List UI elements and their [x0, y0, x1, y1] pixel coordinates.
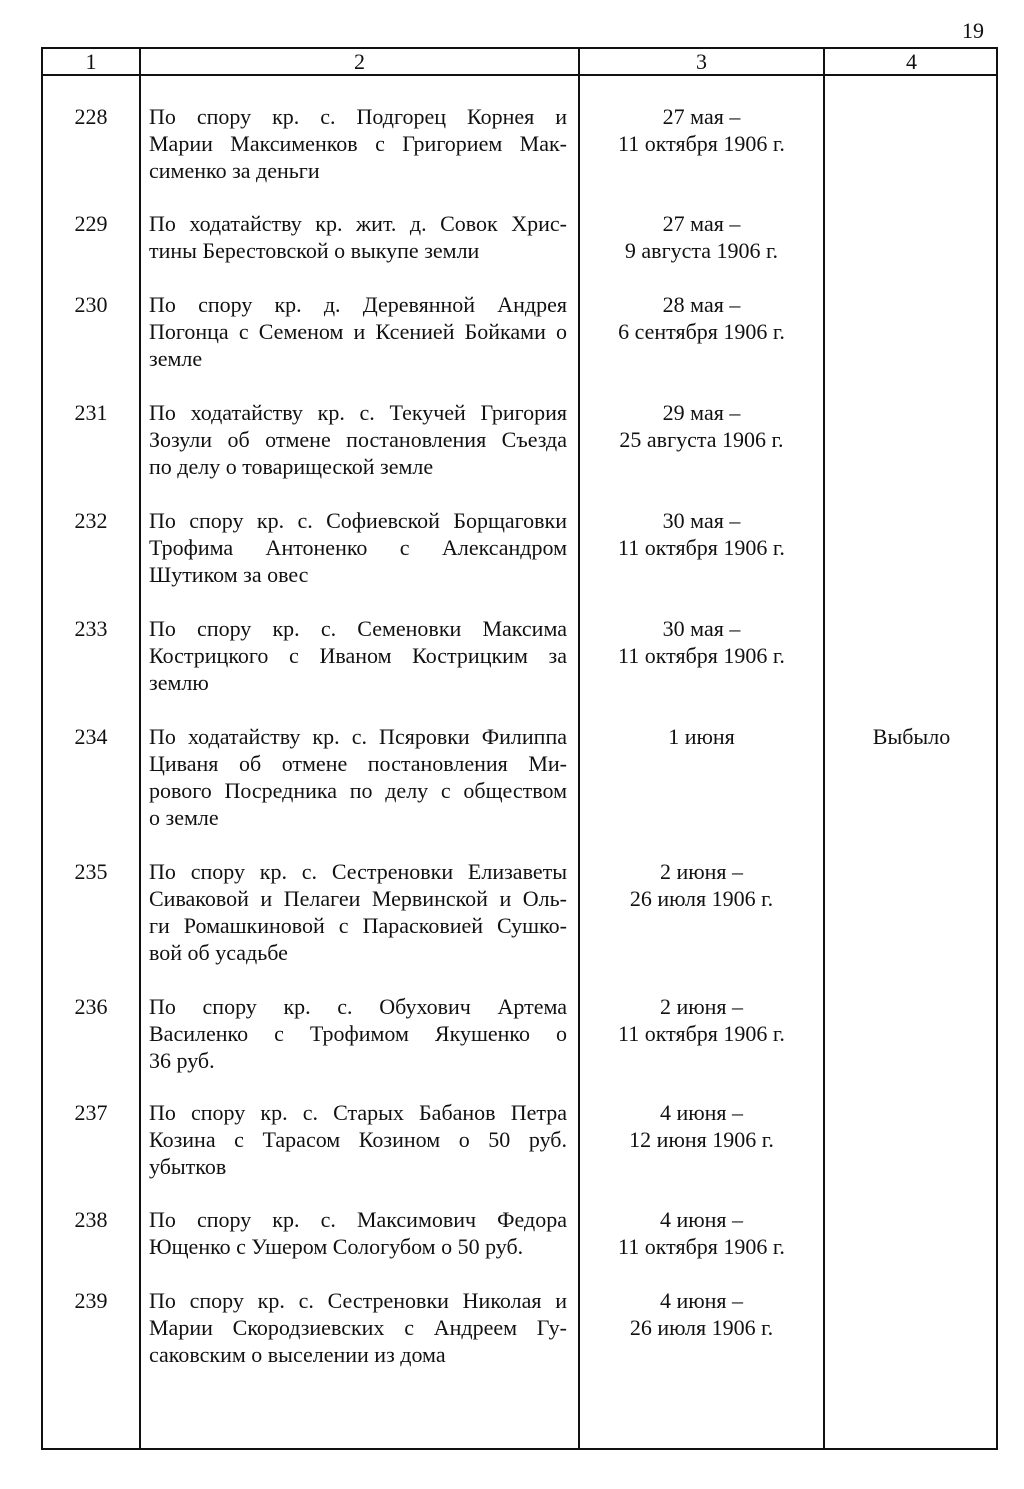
description-line: о земле	[149, 805, 219, 830]
description-line: 36 руб.	[149, 1048, 215, 1073]
date-line: 27 мая –	[662, 104, 741, 129]
entry-description	[149, 723, 567, 831]
description-line: По спору кр. с. Софиевской Борщаговки	[149, 508, 567, 533]
description-line: сименко за деньги	[149, 158, 320, 183]
entry-number: 231	[74, 400, 108, 425]
description-line: Шутиком за овес	[149, 562, 309, 587]
description-line: По ходатайству кр. с. Текучей Григория	[149, 400, 567, 425]
entry-dates	[580, 858, 823, 912]
date-line: 30 мая –	[662, 508, 741, 533]
entry-dates	[580, 1099, 823, 1153]
entry-number: 235	[74, 859, 108, 884]
entry-note: Выбыло	[872, 724, 951, 749]
entry-number: 230	[74, 292, 108, 317]
description-line: Сиваковой и Пелагеи Мервинской и Оль-	[149, 886, 567, 911]
description-line: Погонца с Семеном и Ксенией Бойками о	[149, 319, 567, 344]
description-line: Циваня об отмене постановления Ми-	[149, 751, 567, 776]
entry-description	[149, 291, 567, 372]
description-line: рового Посредника по делу с обществом	[149, 778, 567, 803]
entry-description	[149, 399, 567, 480]
date-line: 11 октября 1906 г.	[618, 643, 785, 668]
description-line: Кострицкого с Иваном Кострицким за	[149, 643, 567, 668]
entry-number: 233	[74, 616, 108, 641]
column-header-2: 2	[354, 49, 365, 74]
description-line: Козина с Тарасом Козином о 50 руб.	[149, 1127, 567, 1152]
entry-description	[149, 1287, 567, 1368]
description-line: вой об усадьбе	[149, 940, 288, 965]
date-line: 6 сентября 1906 г.	[618, 319, 785, 344]
column-header-4: 4	[906, 49, 917, 74]
date-line: 11 октября 1906 г.	[618, 1021, 785, 1046]
date-line: 26 июля 1906 г.	[629, 886, 774, 911]
page-number: 19	[962, 18, 984, 43]
date-line: 11 октября 1906 г.	[618, 1234, 785, 1259]
description-line: По спору кр. д. Деревянной Андрея	[149, 292, 567, 317]
description-line: земле	[149, 346, 203, 371]
date-line: 11 октября 1906 г.	[618, 131, 785, 156]
date-line: 29 мая –	[662, 400, 741, 425]
archive-table	[41, 47, 998, 1450]
description-line: землю	[149, 670, 209, 695]
entry-dates	[580, 615, 823, 669]
date-line: 28 мая –	[662, 292, 741, 317]
entry-number: 238	[74, 1207, 108, 1232]
entry-dates	[580, 993, 823, 1047]
entry-dates	[580, 1206, 823, 1260]
entry-number: 232	[74, 508, 108, 533]
entry-number: 234	[74, 724, 108, 749]
date-line: 11 октября 1906 г.	[618, 535, 785, 560]
entry-dates	[580, 1287, 823, 1341]
table-header	[43, 49, 996, 76]
date-line: 9 августа 1906 г.	[624, 238, 779, 263]
date-line: 4 июня –	[659, 1288, 744, 1313]
entry-description	[149, 858, 567, 966]
entry-number: 228	[74, 104, 108, 129]
column-divider	[139, 49, 141, 1448]
entry-dates	[580, 723, 823, 750]
description-line: убытков	[149, 1154, 227, 1179]
description-line: Марии Максименков с Григорием Мак-	[149, 131, 567, 156]
description-line: По спору кр. с. Обухович Артема	[149, 994, 567, 1019]
date-line: 4 июня –	[659, 1207, 744, 1232]
date-line: 26 июля 1906 г.	[629, 1315, 774, 1340]
description-line: Трофима Антоненко с Александром	[149, 535, 567, 560]
description-line: По ходатайству кр. жит. д. Совок Хрис-	[149, 211, 567, 236]
description-line: По спору кр. с. Сестреновки Николая и	[149, 1288, 567, 1313]
description-line: по делу о товарищеской земле	[149, 454, 434, 479]
description-line: По спору кр. с. Старых Бабанов Петра	[149, 1100, 567, 1125]
description-line: По ходатайству кр. с. Псяровки Филиппа	[149, 724, 567, 749]
date-line: 27 мая –	[662, 211, 741, 236]
entry-description	[149, 103, 567, 184]
entry-description	[149, 993, 567, 1074]
description-line: Василенко с Трофимом Якушенко о	[149, 1021, 567, 1046]
description-line: саковским о выселении из дома	[149, 1342, 446, 1367]
description-line: Марии Скородзиевских с Андреем Гу-	[149, 1315, 567, 1340]
description-line: Зозули об отмене постановления Съезда	[149, 427, 567, 452]
description-line: По спору кр. с. Подгорец Корнея и	[149, 104, 567, 129]
entry-description	[149, 1206, 567, 1260]
entry-dates	[580, 507, 823, 561]
date-line: 2 июня –	[659, 859, 744, 884]
entry-number: 236	[74, 994, 108, 1019]
entry-description	[149, 210, 567, 264]
entry-dates	[580, 103, 823, 157]
entry-dates	[580, 291, 823, 345]
description-line: По спору кр. с. Сестреновки Елизаветы	[149, 859, 567, 884]
description-line: Ющенко с Ушером Сологубом о 50 руб.	[149, 1234, 524, 1259]
description-line: По спору кр. с. Максимович Федора	[149, 1207, 567, 1232]
date-line: 12 июня 1906 г.	[629, 1127, 774, 1152]
column-header-1: 1	[85, 49, 97, 74]
date-line: 25 августа 1906 г.	[619, 427, 784, 452]
column-header-3: 3	[696, 49, 707, 74]
entry-dates	[580, 399, 823, 453]
date-line: 2 июня –	[659, 994, 744, 1019]
description-line: тины Берестовской о выкупе земли	[149, 238, 480, 263]
entry-number: 229	[74, 211, 108, 236]
entry-number: 237	[74, 1100, 108, 1125]
entry-dates	[580, 210, 823, 264]
date-line: 4 июня –	[659, 1100, 744, 1125]
entry-description	[149, 507, 567, 588]
entry-description	[149, 1099, 567, 1180]
date-line: 30 мая –	[662, 616, 741, 641]
entry-description	[149, 615, 567, 696]
entry-number: 239	[74, 1288, 108, 1313]
date-line: 1 июня	[668, 724, 735, 749]
description-line: ги Ромашкиновой с Парасковией Сушко-	[149, 913, 567, 938]
description-line: По спору кр. с. Семеновки Максима	[149, 616, 567, 641]
